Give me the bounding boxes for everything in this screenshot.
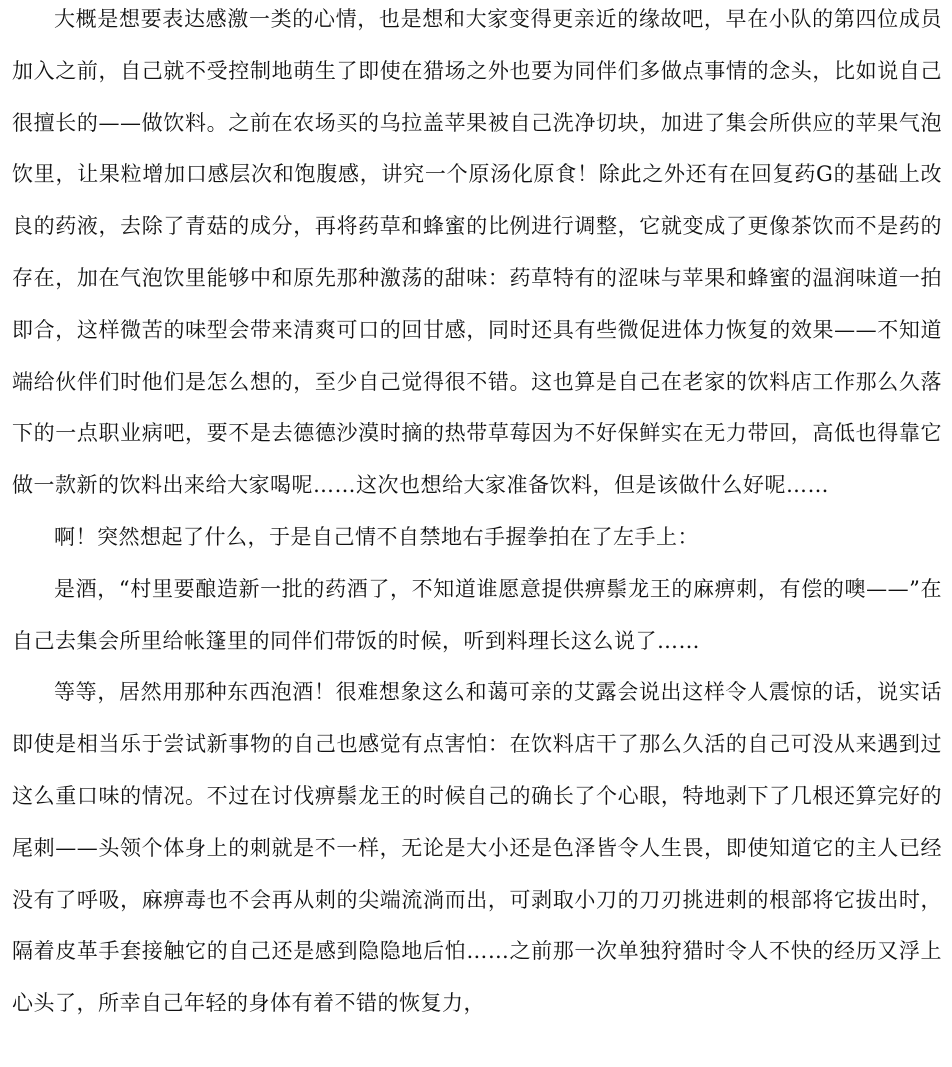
paragraph-4: 等等，居然用那种东西泡酒！很难想象这么和蔼可亲的艾露会说出这样令人震惊的话，说实话即使是相当乐于尝试新事物的自己也感觉有点害怕：在饮料店干了那么久活的自己可没从来遇到过这么重口味的情况。不过在讨伐痹鬃龙王的时候自己的确长了个心眼，特地剥下了几根还算完好的尾刺——头领个体身上的刺就是不一样，无论是大小还是色泽皆令人生畏，即使知道它的主人已经没有了呼吸，麻痹毒也不会再从刺的尖端流淌而出，可剥取小刀的刀刃挑进刺的根部将它拔出时，隔着皮革手套接触它的自己还是感到隐隐地后怕……之前那一次单独狩猎时令人不快的经历又浮上心头了，所幸自己年轻的身体有着不错的恢复力， — [12, 680, 942, 1016]
paragraph-1: 大概是想要表达感激一类的心情，也是想和大家变得更亲近的缘故吧，早在小队的第四位成员加入之前，自己就不受控制地萌生了即使在猎场之外也要为同伴们多做点事情的念头，比如说自己很擅长的——做饮料。之前在农场买的乌拉盖苹果被自己洗净切块，加进了集会所供应的苹果气泡饮里，让果粒增加口感层次和饱腹感，讲究一个原汤化原食！除此之外还有在回复药G的基础上改良的药液，去除了青菇的成分，再将药草和蜂蜜的比例进行调整，它就变成了更像茶饮而不是药的存在，加在气泡饮里能够中和原先那种激荡的甜味：药草特有的涩味与苹果和蜂蜜的温润味道一拍即合，这样微苦的味型会带来清爽可口的回甘感，同时还具有些微促进体力恢复的效果——不知道端给伙伴们时他们是怎么想的，至少自己觉得很不错。这也算是自己在老家的饮料店工作那么久落下的一点职业病吧，要不是去德德沙漠时摘的热带草莓因为不好保鲜实在无力带回，高低也得靠它做一款新的饮料出来给大家喝呢……这次也想给大家准备饮料，但是该做什么好呢…… — [12, 7, 942, 498]
document-page — [12, 0, 942, 1030]
paragraph-2: 啊！突然想起了什么，于是自己情不自禁地右手握拳拍在了左手上： — [54, 524, 699, 549]
paragraph-3: 是酒，“村里要酿造新一批的药酒了，不知道谁愿意提供痹鬃龙王的麻痹刺，有偿的噢——”在自己去集会所里给帐篷里的同伴们带饭的时候，听到料理长这么说了…… — [12, 576, 942, 653]
